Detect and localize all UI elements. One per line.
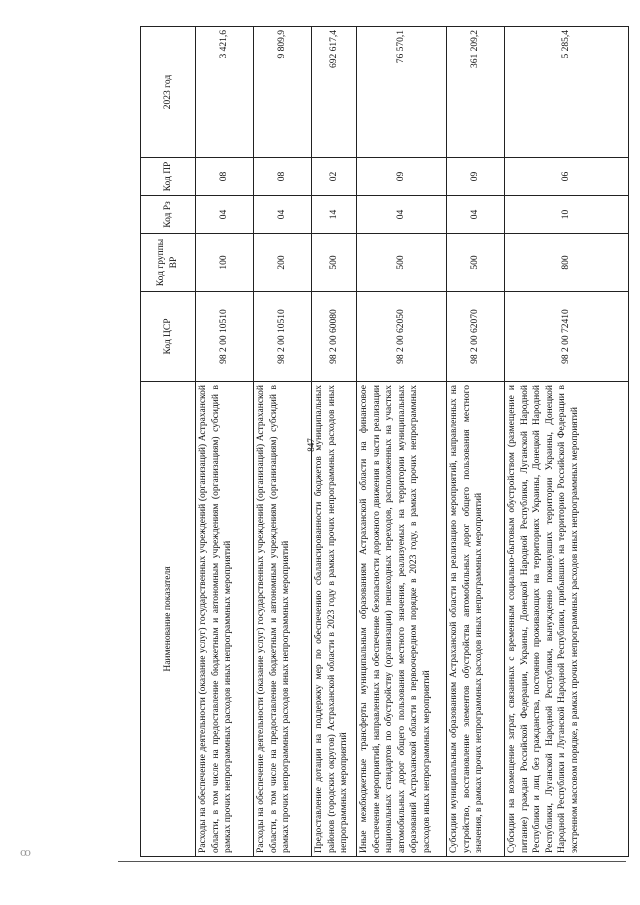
row-amount: 361 209,2 [447, 27, 505, 158]
bottom-rule [118, 861, 626, 862]
header-vr: Код группы ВР [141, 234, 196, 292]
row-pr: 02 [312, 158, 357, 196]
row-amount: 692 617,4 [312, 27, 357, 158]
row-csr: 98 2 00 10510 [254, 292, 312, 382]
header-year: 2023 год [141, 27, 196, 158]
row-vr: 200 [254, 234, 312, 292]
row-pr: 06 [505, 158, 629, 196]
row-csr: 98 2 00 72410 [505, 292, 629, 382]
table-row [254, 27, 312, 857]
row-amount: 5 285,4 [505, 27, 629, 158]
row-csr: 98 2 00 62070 [447, 292, 505, 382]
row-vr: 800 [505, 234, 629, 292]
row-name: Субсидии муниципальным образованиям Астраханской области на реализацию мероприятий, направленных на устройство, восстановление элементов обустройства автомобильных дорог общего пользования местного значения, в рамках прочих непрограммных расходов иных непрограммных мероприятий [447, 382, 505, 857]
rotated-table-container [140, 27, 628, 857]
row-pr: 08 [196, 158, 254, 196]
row-pr: 09 [447, 158, 505, 196]
row-amount: 9 809,9 [254, 27, 312, 158]
row-pr: 08 [254, 158, 312, 196]
table-row [196, 27, 254, 857]
row-vr: 500 [447, 234, 505, 292]
scan-smudge-mark: ꝏ [20, 847, 31, 859]
row-pr: 09 [357, 158, 447, 196]
row-csr: 98 2 00 10510 [196, 292, 254, 382]
row-name: Иные межбюджетные трансферты муниципальным образованиям Астраханской области на финансовое обеспечение мероприятий, направленных на обеспечение безопасности дорожного движения в части реализации национальных стандартов по обустройству (организации) пешеходных переходов, расположенных на участках автомобильных дорог общего пользования местного значения, реализуемых на территории муниципальных образований Астраханской области в первоочередном порядке в 2023 году, в рамках прочих непрограммных расходов иных непрограммных мероприятий [357, 382, 447, 857]
row-csr: 98 2 00 62050 [357, 292, 447, 382]
header-row [141, 27, 196, 857]
header-csr: Код ЦСР [141, 292, 196, 382]
row-rz: 04 [254, 196, 312, 234]
row-vr: 100 [196, 234, 254, 292]
header-rz: Код Рз [141, 196, 196, 234]
row-rz: 04 [357, 196, 447, 234]
row-vr: 500 [312, 234, 357, 292]
row-amount: 3 421,6 [196, 27, 254, 158]
row-name: Расходы на обеспечение деятельности (оказание услуг) государственных учреждений (организаций) Астраханской области, в том числе на предоставление бюджетным и автономным учреждениям (организациям) субсидий в рамках прочих непрограммных расходов иных непрограммных мероприятий [196, 382, 254, 857]
table-row [447, 27, 505, 857]
header-name: Наименование показателя [141, 382, 196, 857]
row-csr: 98 2 00 60080 [312, 292, 357, 382]
header-pr: Код ПР [141, 158, 196, 196]
row-name: Предоставление дотации на поддержку мер по обеспечению сбалансированности бюджетов муниципальных районов (городских округов) Астраханской области в 2023 году в рамках прочих непрограммных расходов иных непрограммных мероприятий [312, 382, 357, 857]
row-rz: 10 [505, 196, 629, 234]
row-name: Субсидии на возмещение затрат, связанных с временным социально-бытовым обустройством (размещение и питание) граждан Российской Федерации, Украины, Донецкой Народной Республики, Луганской Народной Республики и лиц без гражданства, постоянно проживающих на территориях Украины, Донецкой Народной Республики, Луганской Народной Республики, вынужденно покинувших территории Украины, Донецкой Народной Республики и Луганской Народной Республики, прибывших на территорию Российской Федерации в экстренном массовом порядке, в рамках прочих непрограммных расходов иных непрограммных мероприятий [505, 382, 629, 857]
row-rz: 14 [312, 196, 357, 234]
row-name: Расходы на обеспечение деятельности (оказание услуг) государственных учреждений (организаций) Астраханской области, в том числе на предоставление бюджетным и автономным учреждениям (организациям) субсидий в рамках прочих непрограммных расходов иных непрограммных мероприятий [254, 382, 312, 857]
row-amount: 76 570,1 [357, 27, 447, 158]
row-vr: 500 [357, 234, 447, 292]
table-row [312, 27, 357, 857]
row-rz: 04 [447, 196, 505, 234]
page-number: 847 [305, 438, 316, 452]
budget-table [140, 26, 629, 857]
table-row [505, 27, 629, 857]
row-rz: 04 [196, 196, 254, 234]
table-row [357, 27, 447, 857]
